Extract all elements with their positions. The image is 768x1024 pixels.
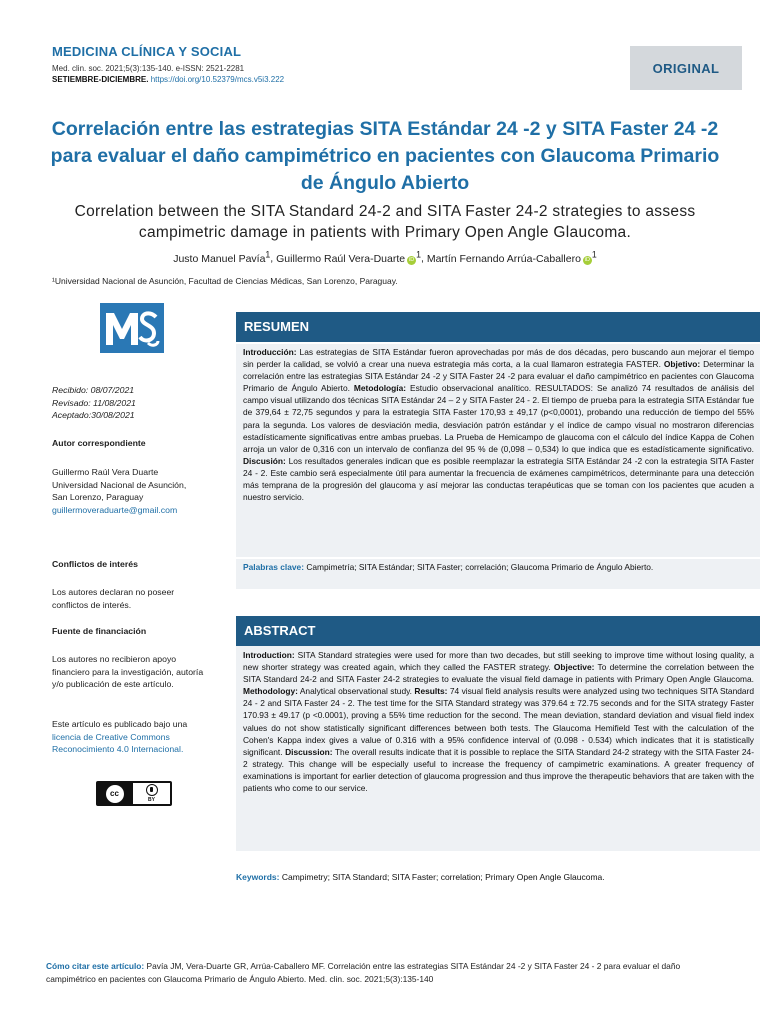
cc-icon: cc — [106, 785, 124, 803]
license-link[interactable]: licencia de Creative Commons Reconocimiento 4.0 Internacional. — [52, 731, 184, 754]
corresponding-institution: Universidad Nacional de Asunción, — [52, 479, 187, 490]
funding-text: Los autores no recibieron apoyo financiero para la investigación, autoría y/o publicación de este artículo. — [52, 654, 204, 689]
license-block — [52, 718, 224, 756]
conflicts-text: Los autores declaran no poseer conflictos de interés. — [52, 587, 175, 610]
orcid-icon[interactable]: iD — [409, 256, 415, 263]
resumen-keywords: Palabras clave: Campimetría; SITA Estándar; SITA Faster; correlación; Glaucoma Primario de Ángulo Abierto. — [236, 559, 760, 589]
cc-by-badge[interactable]: cc BY — [96, 781, 172, 806]
date-revised: Revisado: 11/08/2021 — [52, 397, 136, 408]
corresponding-heading: Autor correspondiente — [52, 438, 146, 448]
journal-name: MEDICINA CLÍNICA Y SOCIAL — [52, 44, 242, 59]
dates-block — [52, 384, 222, 422]
doi-link[interactable]: https://doi.org/10.52379/mcs.v5i3.222 — [150, 75, 285, 84]
author-3: Martín Fernando Arrúa-Caballero $iD^1$ — [426, 249, 597, 265]
attribution-icon — [146, 784, 158, 796]
corresponding-city: San Lorenzo, Paraguay — [52, 492, 144, 502]
funding-heading: Fuente de financiación — [52, 626, 147, 636]
title-spanish: Correlación entre las estrategias SITA Estándar 24 -2 y SITA Faster 24 -2 para evaluar el daño campimétrico en pacientes con Glaucoma Primario de Ángulo Abierto — [50, 118, 720, 194]
title-english: Correlation between the SITA Standard 24-2 and SITA Faster 24-2 strategies to assess campimetric damage in patients with Primary Open Angle Glaucoma. — [74, 203, 696, 241]
abstract-heading: ABSTRACT — [236, 616, 760, 646]
abstract-body: Introduction: SITA Standard strategies were used for more than two decades, but still seeking to improve time without losing quality, a new shorter strategy was created again, which they called the FASTER strategy. Objective: To determine the correlation between the SITA Standard 24-2 and SITA Faster 24-2 strategies to evaluate the visual field damage in patients with Primary Open Angle Glaucoma. Methodology: Analytical observational study. Results: 74 visual field analysis results were analyzed using two techniques SITA Standard 24 - 2 and SITA Faster 24 - 2. The test time for the SITA Standard strategy was 379.64 ± 72.75 seconds and for the SITA strategy Faster 170.93 ± 49.17 (p <0.0001), proving a 55% time reduction for the second. The mean deviation, standard deviation and visual field index values do not show statistically significant differences between both tests. The Glaucoma Hemifield Test with the calculation of the Cohen's Kappa index gives a value of 0.316 with a 95% confidence interval of (0.098 - 0.534) which indicates that it is statistically significant. Discussion: The overall results indicate that it is possible to replace the SITA Standard 24-2 strategy with the SITA Faster 24-2 strategy. This change will be especially useful to increase the frequency of campimetric examinations. A greater frequency of examinations is important for earlier detection of glaucoma progression and thus improve the therapeutic behaviors that are taken with the patients who come to our service. — [236, 646, 760, 851]
resumen-body: Introducción: Las estrategias de SITA Estándar fueron aprovechadas por más de dos décadas, pero buscando aun mejorar el tiempo sin perder la calidad, se volvió a crear una nueva estrategia más corta, a la cual llamaron estrategia FASTER. Objetivo: Determinar la correlación entre las estrategias SITA Estándar 24 -2 y SITA Faster 24 -2 para evaluar el daño campimétrico en pacientes con Glaucoma Primario de Ángulo Abierto. Metodología: Estudio observacional analítico. RESULTADOS: Se analizó 74 resultados de análisis del campo visual utilizando dos técnicas SITA Estándar 24 – 2 y SITA Faster 24 - 2. El tiempo de prueba para la estrategia SITA Estándar fue de 379,64 ± 72,75 segundos y para la estrategia SITA Faster 170,93 ± 49,17 (p<0,0001), probando una reducción de tiempo del 55% para la segunda. Los valores de desviación media, desviación patrón estándar y el índice de campo visual no mostraron diferencias estadísticamente significativas entre ambas pruebas. La Prueba de Hemicampo de glaucoma con el cálculo del índice Kappa de Cohen arroja un valor de 0,316 con un intervalo de confianza del 95 % de (0,098 – 0,534) lo que indica que es estadísticamente significativo. Discusión: Los resultados generales indican que es posible reemplazar la estrategia SITA Estándar 24 -2 con la estrategia SITA Faster 24 - 2. Este cambio será especialmente útil para aumentar la frecuencia de exámenes campimétricos, determinante para una detección más temprana de la progresión del glaucoma y así mejorar las conductas terapéuticas que se toman con los pacientes que acuden a nuestro servicio. — [236, 344, 760, 557]
corresponding-block — [52, 466, 222, 516]
issue-label: SETIEMBRE-DICIEMBRE. — [52, 75, 149, 84]
date-received: Recibido: 08/07/2021 — [52, 385, 135, 395]
affiliation: ¹Universidad Nacional de Asunción, Facultad de Ciencias Médicas, San Lorenzo, Paraguay. — [52, 276, 398, 286]
journal-logo — [100, 303, 164, 353]
author-list: Justo Manuel Pavía$^1$, Guillermo Raúl Vera-Duarte $iD^1$, Martín Fernando Arrúa-Caballero $iD^1$ — [173, 249, 597, 265]
resumen-heading: RESUMEN — [236, 312, 760, 342]
corresponding-name: Guillermo Raúl Vera Duarte — [52, 467, 159, 477]
abstract-keywords: Keywords: Campimetry; SITA Standard; SITA Faster; correlation; Primary Open Angle Glaucoma. — [236, 872, 605, 882]
date-accepted: Aceptado:30/08/2021 — [52, 410, 135, 420]
author-1: Justo Manuel Pavía$^1$ — [173, 249, 271, 265]
section-badge: ORIGINAL — [630, 46, 742, 90]
journal-citation-line: Med. clin. soc. 2021;5(3):135-140. e-ISSN: 2521-2281 — [52, 64, 245, 73]
issue-line — [52, 75, 492, 84]
how-to-cite: Cómo citar este artículo: Pavía JM, Vera-Duarte GR, Arrúa-Caballero MF. Correlación entre las estrategias SITA Estándar 24 -2 y SITA Faster 24 - 2 para evaluar el daño campimétrico en pacientes con Glaucoma Primario de Ángulo Abierto. Med. clin. soc. 2021;5(3):135-140 — [46, 961, 681, 984]
license-intro: Este artículo es publicado bajo una — [52, 719, 188, 729]
email-link[interactable]: guillermoveraduarte@gmail.com — [52, 504, 178, 515]
author-2: Guillermo Raúl Vera-Duarte $iD^1$ — [276, 249, 421, 265]
orcid-icon[interactable]: iD — [584, 256, 590, 263]
conflicts-heading: Conflictos de interés — [52, 559, 138, 569]
journal-header — [52, 44, 492, 84]
